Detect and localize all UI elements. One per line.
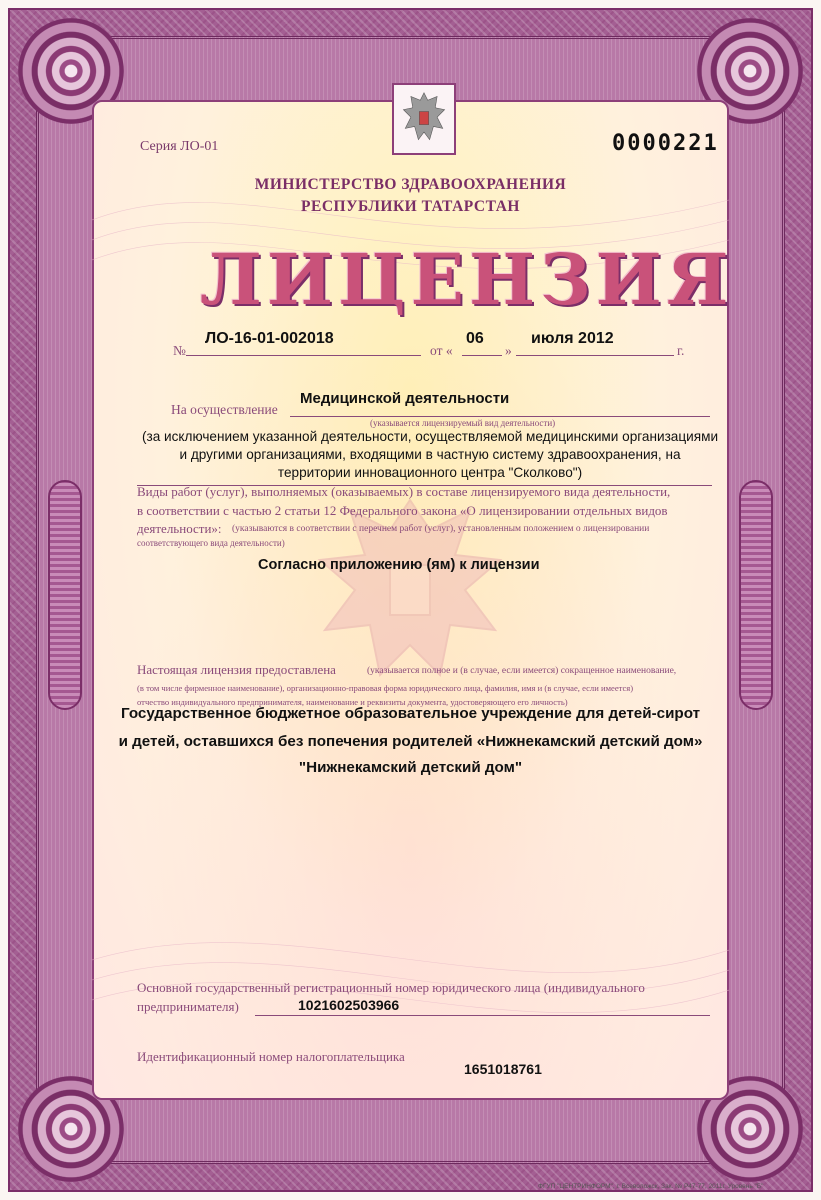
ogrn-label-line1: Основной государственный регистрационный номер юридического лица (индивидуального: [137, 980, 645, 995]
printer-imprint: ФГУП "ЦЕНТРИНФОРМ", г. Всеволожск, Зак. № Р47-77, 2011г. Уровень "Б": [538, 1183, 764, 1190]
licensee-caption-line2: (в том числе фирменное наименование), организационно-правовая форма юридического лица, фамилия, имя и (в случае, если имеется): [137, 683, 634, 693]
date-from-label: от «: [430, 343, 453, 358]
side-ornament-left: [48, 480, 82, 710]
license-month-year: июля 2012: [531, 330, 614, 347]
works-caption-line1: (указываются в соответствии с перечнем работ (услуг), установленным положением о лицензировании: [232, 524, 650, 534]
works-text-line3: деятельности»:: [137, 521, 222, 536]
ogrn-underline: [255, 1015, 710, 1016]
activity-caption: (указывается лицензируемый вид деятельности): [370, 418, 556, 428]
activity-label: На осуществление: [171, 402, 278, 417]
activity-note-line3: территории инновационного центра "Сколково"): [277, 465, 583, 480]
activity-value: Медицинской деятельности: [300, 390, 510, 407]
series-label: Серия ЛО-01: [140, 139, 219, 154]
inn-label: Идентификационный номер налогоплательщика: [137, 1049, 405, 1064]
ogrn-value: 1021602503966: [298, 997, 400, 1013]
license-day: 06: [466, 330, 484, 347]
works-text-line2: в соответствии с частью 2 статьи 12 Федерального закона «О лицензировании отдельных видов: [137, 503, 668, 518]
licensee-caption-line3: отчество индивидуального предпринимателя, наименование и реквизиты документа, удостоверяющего его личность): [137, 697, 568, 707]
number-underline: [186, 355, 421, 356]
year-suffix: г.: [677, 343, 685, 358]
document-title: ЛИЦЕНЗИЯ: [200, 238, 734, 321]
inn-value: 1651018761: [464, 1061, 542, 1077]
licensee-caption-line1: (указывается полное и (в случае, если имеется) сокращенное наименование,: [367, 666, 677, 676]
license-number: ЛО-16-01-002018: [205, 330, 334, 347]
number-label: №: [173, 343, 186, 358]
activity-note-line1: (за исключением указанной деятельности, осуществляемой медицинскими организациями: [141, 429, 719, 444]
serial-number: 0000221: [612, 131, 719, 156]
day-underline: [462, 355, 502, 356]
side-ornament-right: [739, 480, 773, 710]
works-text-line1: Виды работ (услуг), выполняемых (оказываемых) в составе лицензируемого вида деятельности,: [137, 484, 671, 499]
works-value: Согласно приложению (ям) к лицензии: [258, 557, 540, 573]
licensee-short-name: "Нижнекамский детский дом": [298, 759, 523, 776]
activity-note-line2: и другими организациями, входящими в частную систему здравоохранения, на: [179, 447, 681, 462]
licensee-name-line2: и детей, оставшихся без попечения родителей «Нижнекамский детский дом»: [118, 733, 703, 750]
close-quote: »: [505, 343, 512, 358]
ministry-name-line1: МИНИСТЕРСТВО ЗДРАВООХРАНЕНИЯ: [254, 176, 567, 193]
double-headed-eagle-emblem-icon: [392, 83, 456, 155]
licensee-name-line1: Государственное бюджетное образовательное учреждение для детей-сирот: [120, 705, 701, 722]
activity-underline: [290, 416, 710, 417]
works-caption-line2: соответствующего вида деятельности): [137, 538, 285, 548]
month-year-underline: [516, 355, 674, 356]
ministry-name-line2: РЕСПУБЛИКИ ТАТАРСТАН: [301, 198, 520, 215]
licensee-label: Настоящая лицензия предоставлена: [137, 662, 336, 677]
ogrn-label-line2: предпринимателя): [137, 999, 239, 1014]
